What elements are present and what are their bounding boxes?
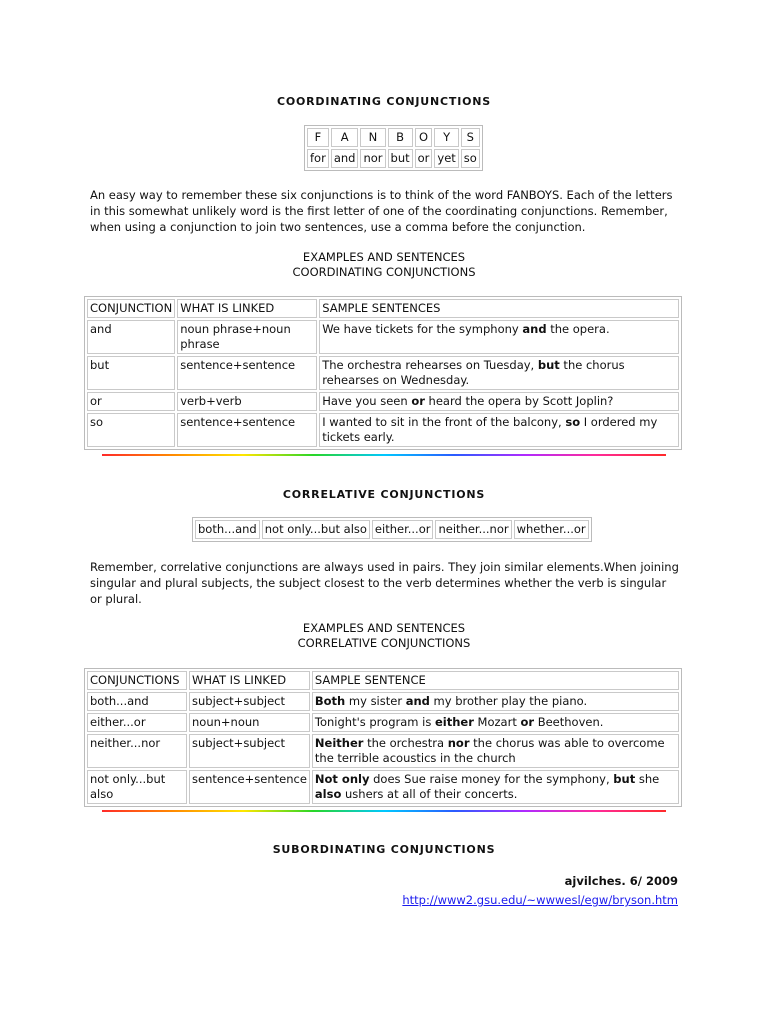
- emphasized-conjunction: and: [405, 694, 430, 708]
- sentence-fragment: The orchestra rehearses on Tuesday,: [322, 358, 538, 372]
- sentence-fragment: I wanted to sit in the front of the balcony,: [322, 415, 566, 429]
- sentence-fragment: the chorus was able to overcome the terrible acoustics in the church: [314, 736, 665, 765]
- fanboys-word: for: [307, 149, 329, 168]
- correlative-pairs-table: [192, 517, 592, 542]
- linked-cell: verb+verb: [177, 392, 317, 411]
- table-row: [87, 713, 679, 732]
- sample-sentence-cell: [312, 692, 679, 711]
- correlative-title: CORRELATIVE CONJUNCTIONS: [282, 488, 486, 501]
- coordinating-table: [84, 296, 682, 450]
- sentence-fragment: Beethoven.: [534, 715, 604, 729]
- sentence-fragment: the orchestra: [363, 736, 448, 750]
- correlative-pair: neither...nor: [435, 520, 511, 539]
- emphasized-conjunction: either: [434, 715, 474, 729]
- coordinating-examples-heading: [0, 250, 768, 280]
- sample-sentence-cell: [319, 392, 679, 411]
- examples-heading-line: EXAMPLES AND SENTENCES: [302, 250, 466, 264]
- sentence-fragment: heard the opera by Scott Joplin?: [424, 394, 614, 408]
- sentence-fragment: the chorus rehearses on Wednesday.: [322, 358, 625, 387]
- conjunction-cell: either...or: [87, 713, 187, 732]
- correlative-pair: whether...or: [514, 520, 589, 539]
- correlative-pair: not only...but also: [262, 520, 370, 539]
- conjunction-cell: or: [87, 392, 175, 411]
- conjunction-cell: and: [87, 320, 175, 354]
- column-header: CONJUNCTIONS: [87, 671, 187, 690]
- subordinating-title: SUBORDINATING CONJUNCTIONS: [272, 843, 496, 856]
- column-header: CONJUNCTION: [87, 299, 175, 318]
- linked-cell: sentence+sentence: [177, 413, 317, 447]
- sentence-fragment: We have tickets for the symphony: [322, 322, 523, 336]
- sample-sentence-cell: [312, 734, 679, 768]
- sentence-fragment: my sister: [345, 694, 406, 708]
- conjunction-cell: but: [87, 356, 175, 390]
- sample-sentence-cell: [319, 320, 679, 354]
- emphasized-conjunction: Not only: [314, 772, 370, 786]
- table-row: [87, 320, 679, 354]
- fanboys-letter: Y: [434, 128, 458, 147]
- sample-sentence-cell: [312, 713, 679, 732]
- table-row: [87, 692, 679, 711]
- fanboys-letter: O: [415, 128, 433, 147]
- coordinating-paragraph: An easy way to remember these six conjunctions is to think of the word FANBOYS. Each of the letters in this somewhat unlikely word is the first letter of one of the coordinating conjunctions. Remember, when using a conjunction to join two sentences, use a comma before the conjunction.: [90, 188, 673, 234]
- emphasized-conjunction: or: [520, 715, 535, 729]
- linked-cell: noun+noun: [189, 713, 310, 732]
- fanboys-letter: B: [388, 128, 413, 147]
- sentence-fragment: Mozart: [473, 715, 521, 729]
- rainbow-divider: [102, 810, 666, 812]
- emphasized-conjunction: Neither: [314, 736, 364, 750]
- correlative-paragraph: Remember, correlative conjunctions are always used in pairs. They join similar elements.When joining singular and plural subjects, the subject closest to the verb determines whether the verb is singular or plural.: [90, 560, 679, 606]
- fanboys-letter: A: [331, 128, 359, 147]
- fanboys-words-row: [307, 149, 480, 168]
- emphasized-conjunction: Both: [314, 694, 346, 708]
- sentence-fragment: does Sue raise money for the symphony,: [369, 772, 614, 786]
- fanboys-word: nor: [360, 149, 385, 168]
- emphasized-conjunction: nor: [447, 736, 470, 750]
- table-row: [87, 734, 679, 768]
- emphasized-conjunction: so: [565, 415, 581, 429]
- sentence-fragment: my brother play the piano.: [429, 694, 588, 708]
- examples-heading-line: COORDINATING CONJUNCTIONS: [292, 265, 476, 279]
- correlative-pairs-row: [195, 520, 589, 539]
- fanboys-word: or: [415, 149, 433, 168]
- rainbow-divider: [102, 454, 666, 456]
- sentence-fragment: Have you seen: [322, 394, 412, 408]
- table-row: [87, 770, 679, 804]
- examples-heading-line: CORRELATIVE CONJUNCTIONS: [297, 636, 471, 650]
- sentence-fragment: she: [635, 772, 660, 786]
- correlative-examples-heading: [0, 621, 768, 651]
- fanboys-word: yet: [434, 149, 458, 168]
- table-header-row: [87, 299, 679, 318]
- column-header: SAMPLE SENTENCE: [312, 671, 679, 690]
- sample-sentence-cell: [319, 413, 679, 447]
- table-row: [87, 356, 679, 390]
- emphasized-conjunction: and: [522, 322, 547, 336]
- fanboys-word: and: [331, 149, 359, 168]
- table-header-row: [87, 671, 679, 690]
- fanboys-word: so: [461, 149, 480, 168]
- linked-cell: subject+subject: [189, 692, 310, 711]
- column-header: SAMPLE SENTENCES: [319, 299, 679, 318]
- conjunction-cell: so: [87, 413, 175, 447]
- emphasized-conjunction: but: [537, 358, 560, 372]
- sentence-fragment: the opera.: [546, 322, 610, 336]
- coordinating-title: COORDINATING CONJUNCTIONS: [276, 95, 491, 108]
- linked-cell: sentence+sentence: [189, 770, 310, 804]
- fanboys-word: but: [388, 149, 413, 168]
- table-row: [87, 413, 679, 447]
- examples-heading-line: EXAMPLES AND SENTENCES: [302, 621, 466, 635]
- sentence-fragment: Tonight's program is: [314, 715, 435, 729]
- correlative-pair: either...or: [372, 520, 434, 539]
- fanboys-letters-row: [307, 128, 480, 147]
- sample-sentence-cell: [312, 770, 679, 804]
- sentence-fragment: ushers at all of their concerts.: [341, 787, 518, 801]
- column-header: WHAT IS LINKED: [189, 671, 310, 690]
- emphasized-conjunction: or: [411, 394, 425, 408]
- column-header: WHAT IS LINKED: [177, 299, 317, 318]
- fanboys-letter: S: [461, 128, 480, 147]
- fanboys-letter: F: [307, 128, 329, 147]
- emphasized-conjunction: also: [314, 787, 342, 801]
- conjunction-cell: not only...but also: [87, 770, 187, 804]
- sentence-fragment: I ordered my tickets early.: [322, 415, 658, 444]
- correlative-table: [84, 668, 682, 807]
- author-signature: ajvilches. 6/ 2009: [564, 874, 678, 888]
- conjunction-cell: neither...nor: [87, 734, 187, 768]
- emphasized-conjunction: but: [613, 772, 636, 786]
- fanboys-table: [304, 125, 483, 171]
- linked-cell: subject+subject: [189, 734, 310, 768]
- sample-sentence-cell: [319, 356, 679, 390]
- linked-cell: noun phrase+noun phrase: [177, 320, 317, 354]
- fanboys-letter: N: [360, 128, 385, 147]
- correlative-pair: both...and: [195, 520, 260, 539]
- linked-cell: sentence+sentence: [177, 356, 317, 390]
- source-link[interactable]: http://www2.gsu.edu/~wwwesl/egw/bryson.htm: [402, 893, 678, 907]
- conjunction-cell: both...and: [87, 692, 187, 711]
- table-row: [87, 392, 679, 411]
